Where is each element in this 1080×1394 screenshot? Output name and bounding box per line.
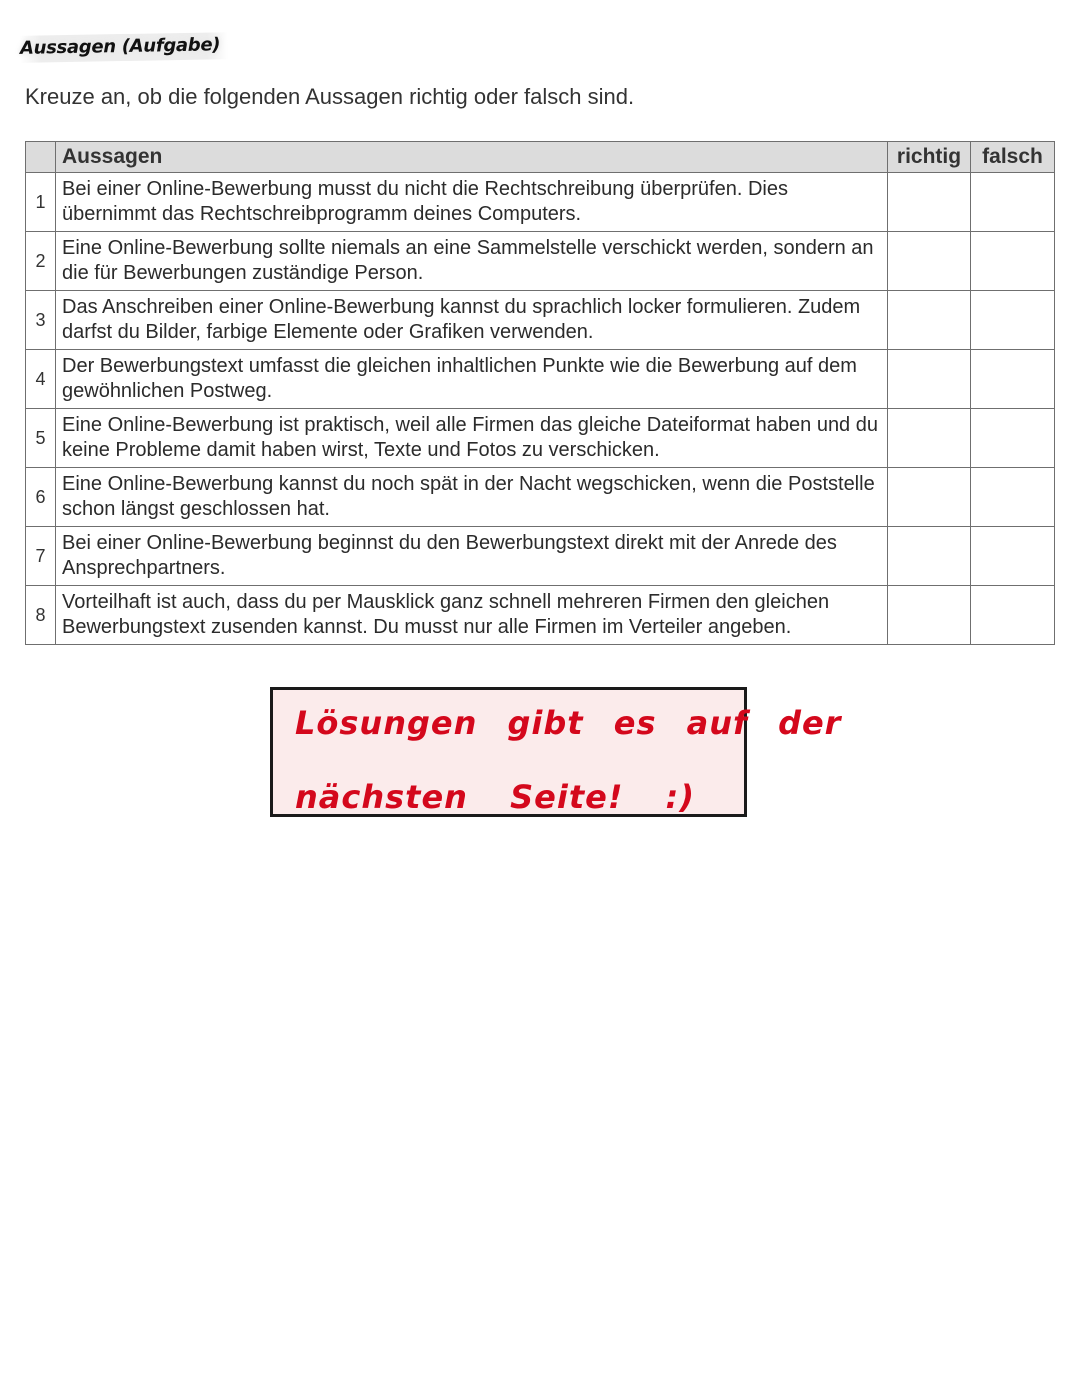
row-number: 5	[26, 409, 56, 468]
checkbox-wrong[interactable]	[971, 232, 1055, 291]
checkbox-wrong[interactable]	[971, 527, 1055, 586]
checkbox-wrong[interactable]	[971, 409, 1055, 468]
table-row	[26, 586, 1055, 645]
row-number: 2	[26, 232, 56, 291]
row-number: 8	[26, 586, 56, 645]
table-row	[26, 173, 1055, 232]
checkbox-correct[interactable]	[888, 173, 971, 232]
checkbox-wrong[interactable]	[971, 173, 1055, 232]
checkbox-correct[interactable]	[888, 291, 971, 350]
task-instruction: Kreuze an, ob die folgenden Aussagen richtig oder falsch sind.	[25, 84, 635, 109]
checkbox-wrong[interactable]	[971, 291, 1055, 350]
checkbox-correct[interactable]	[888, 409, 971, 468]
checkbox-wrong[interactable]	[971, 468, 1055, 527]
statement-text: Das Anschreiben einer Online-Bewerbung kannst du sprachlich locker formulieren. Zudem darfst du Bilder, farbige Elemente oder Grafiken verwenden.	[56, 291, 888, 350]
solutions-note	[270, 687, 842, 817]
table-row	[26, 232, 1055, 291]
statement-text: Der Bewerbungstext umfasst die gleichen inhaltlichen Punkte wie die Bewerbung auf dem gewöhnlichen Postweg.	[56, 350, 888, 409]
header-number	[26, 142, 56, 173]
row-number: 4	[26, 350, 56, 409]
statement-text: Bei einer Online-Bewerbung beginnst du den Bewerbungstext direkt mit der Anrede des Ansprechpartners.	[56, 527, 888, 586]
note-line-2: nächsten Seite! :)	[295, 778, 695, 816]
statement-text: Eine Online-Bewerbung ist praktisch, weil alle Firmen das gleiche Dateiformat haben und du keine Probleme damit haben wirst, Texte und Fotos zu verschicken.	[56, 409, 888, 468]
checkbox-correct[interactable]	[888, 350, 971, 409]
statement-text: Eine Online-Bewerbung kannst du noch spät in der Nacht wegschicken, wenn die Poststelle schon längst geschlossen hat.	[56, 468, 888, 527]
note-line-1: Lösungen gibt es auf der	[295, 704, 842, 742]
statement-text: Vorteilhaft ist auch, dass du per Mausklick ganz schnell mehreren Firmen den gleichen Bewerbungstext zusenden kannst. Du musst nur alle Firmen im Verteiler angeben.	[56, 586, 888, 645]
checkbox-wrong[interactable]	[971, 586, 1055, 645]
table-row	[26, 350, 1055, 409]
header-wrong: falsch	[971, 142, 1055, 173]
checkbox-correct[interactable]	[888, 232, 971, 291]
checkbox-correct[interactable]	[888, 468, 971, 527]
table-row	[26, 409, 1055, 468]
checkbox-correct[interactable]	[888, 527, 971, 586]
statements-table	[25, 141, 1055, 645]
page-title: Aussagen (Aufgabe)	[20, 32, 229, 63]
row-number: 6	[26, 468, 56, 527]
table-row	[26, 468, 1055, 527]
row-number: 7	[26, 527, 56, 586]
statement-text: Bei einer Online-Bewerbung musst du nicht die Rechtschreibung überprüfen. Dies übernimmt das Rechtschreibprogramm deines Computers.	[56, 173, 888, 232]
table-row	[26, 527, 1055, 586]
table-header-row	[26, 142, 1055, 173]
checkbox-correct[interactable]	[888, 586, 971, 645]
table-row	[26, 291, 1055, 350]
checkbox-wrong[interactable]	[971, 350, 1055, 409]
statement-text: Eine Online-Bewerbung sollte niemals an eine Sammelstelle verschickt werden, sondern an die für Bewerbungen zuständige Person.	[56, 232, 888, 291]
row-number: 3	[26, 291, 56, 350]
header-statements: Aussagen	[56, 142, 888, 173]
row-number: 1	[26, 173, 56, 232]
header-correct: richtig	[888, 142, 971, 173]
